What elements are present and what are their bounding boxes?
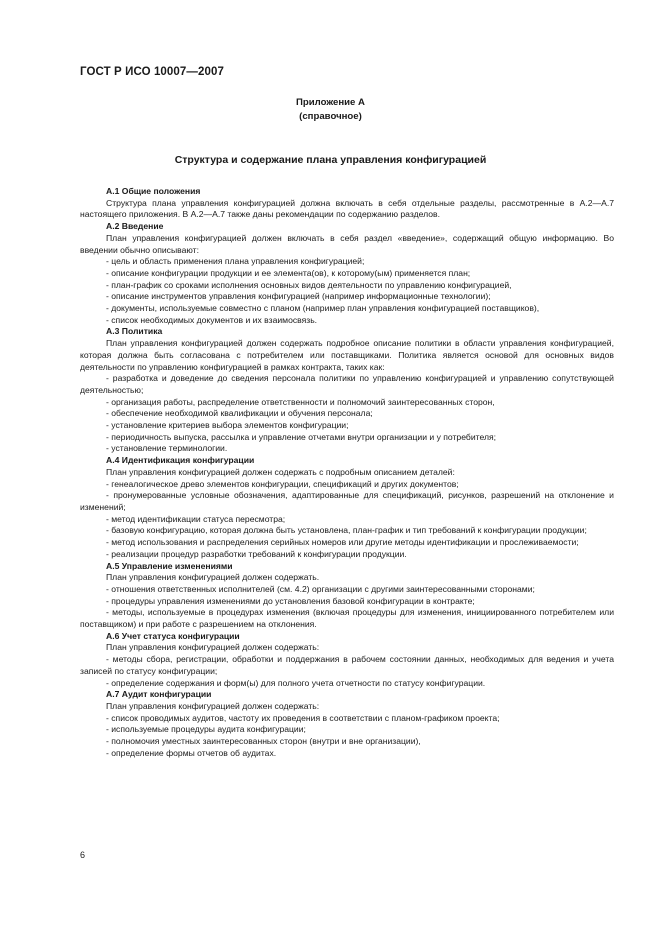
section-a7 [80, 689, 614, 759]
list-item: - разработка и доведение до сведения персонала политики по управлению конфигурацией и управлению сопутствующей деятельностью; [80, 373, 614, 395]
list-item: - реализации процедур разработки требований к конфигурации продукции. [106, 548, 407, 559]
list-item: - метод использования и распределения серийных номеров или другие методы идентификации и прослеживаемости; [106, 537, 579, 548]
paragraph: План управления конфигурацией должен содержать с подробным описанием деталей: [106, 466, 455, 477]
list-item: - установление терминологии. [106, 443, 228, 454]
list-item: - используемые процедуры аудита конфигурации; [106, 724, 306, 735]
list-item: - генеалогическое древо элементов конфигурации, спецификаций и других документов; [106, 478, 459, 489]
list-item: - метод идентификации статуса пересмотра; [106, 513, 286, 524]
section-title: А.6 Учет статуса конфигурации [106, 630, 240, 641]
list-item: - план-график со сроками исполнения основных видов деятельности по управлению конфигурацией, [106, 279, 512, 290]
section-a6 [80, 631, 614, 690]
page-number: 6 [80, 850, 86, 860]
section-title: А.5 Управление изменениями [106, 560, 233, 571]
list-item: - определение формы отчетов об аудитах. [106, 747, 277, 758]
paragraph: План управления конфигурацией должен включать в себя раздел «введение», содержащий общую информацию. Во введении обычно описывают: [80, 232, 614, 255]
list-item: - методы сбора, регистрации, обработки и поддержания в рабочем состоянии данных, необходимых для ведения и учета записей по статусу конфигурации; [80, 654, 614, 676]
list-item: - цель и область применения плана управления конфигурацией; [106, 256, 365, 267]
list-item: - базовую конфигурацию, которая должна быть установлена, план-график и тип требований к конфигурации продукции; [106, 525, 587, 536]
list-item: - полномочия уместных заинтересованных сторон (внутри и вне организации), [106, 736, 421, 747]
list-item: - список необходимых документов и их взаимосвязь. [106, 314, 318, 325]
section-a3 [80, 326, 614, 455]
list-item: - определение содержания и форм(ы) для полного учета отчетности по статусу конфигурации. [106, 677, 486, 688]
paragraph: Структура плана управления конфигурацией должна включать в себя отдельные разделы, рассмотренные в А.2—А.7 настоящего приложения. В А.2—А.7 также даны рекомендации по содержанию разделов. [80, 197, 614, 220]
list-item: - установление критериев выбора элементов конфигурации; [106, 420, 349, 431]
section-title: А.4 Идентификация конфигурации [106, 455, 255, 466]
list-item: - пронумерованные условные обозначения, адаптированные для спецификаций, рисунков, разрешений на отклонение и изменений; [80, 490, 614, 512]
paragraph: План управления конфигурацией должен содержать подробное описание политики в области управления конфигурацией, которая должна быть согласована с потребителем или поставщиками. Политика является основой для основных видов деятельности по управлению конфигурацией в рамках контракта, таких как: [80, 338, 614, 372]
section-title: А.1 Общие положения [106, 186, 201, 196]
paragraph: План управления конфигурацией должен содержать: [106, 700, 320, 711]
paragraph: План управления конфигурацией должен содержать. [106, 572, 320, 583]
list-item: - обеспечение необходимой квалификации и обучения персонала; [106, 408, 373, 419]
annex-title: Приложение А [296, 97, 365, 108]
section-a4 [80, 455, 614, 560]
section-title: А.7 Аудит конфигурации [106, 689, 212, 700]
section-title: А.2 Введение [106, 221, 164, 232]
list-item: - отношения ответственных исполнителей (см. 4.2) организации с другими заинтересованными сторонами; [106, 583, 535, 594]
list-item: - процедуры управления изменениями до установления базовой конфигурации в контракте; [106, 595, 475, 606]
document-header-id: ГОСТ Р ИСО 10007—2007 [80, 66, 225, 78]
paragraph: План управления конфигурацией должен содержать: [106, 642, 320, 653]
annex-subtitle: (справочное) [299, 111, 362, 122]
list-item: - список проводимых аудитов, частоту их проведения в соответствии с планом-графиком проекта; [106, 712, 500, 723]
main-title: Структура и содержание плана управления конфигурацией [174, 154, 487, 166]
section-a2 [80, 221, 614, 326]
section-a1 [80, 186, 614, 221]
list-item: - периодичность выпуска, рассылка и управление отчетами внутри организации и у потребителя; [106, 431, 497, 442]
list-item: - методы, используемые в процедурах изменения (включая процедуры для изменения, инициированного потребителем или поставщиком) и при работе с разрешением на отклонения. [80, 607, 614, 630]
document-body [80, 186, 614, 759]
list-item: - описание конфигурации продукции и ее элемента(ов), к которому(ым) применяется план; [106, 267, 471, 278]
section-title: А.3 Политика [106, 326, 163, 337]
list-item: - организация работы, распределение ответственности и полномочий заинтересованных сторон, [106, 396, 495, 407]
list-item: - документы, используемые совместно с планом (например план управления конфигурацией поставщиков), [106, 303, 540, 314]
section-a5 [80, 561, 614, 631]
list-item: - описание инструментов управления конфигурацией (например информационные технологии); [106, 291, 491, 302]
